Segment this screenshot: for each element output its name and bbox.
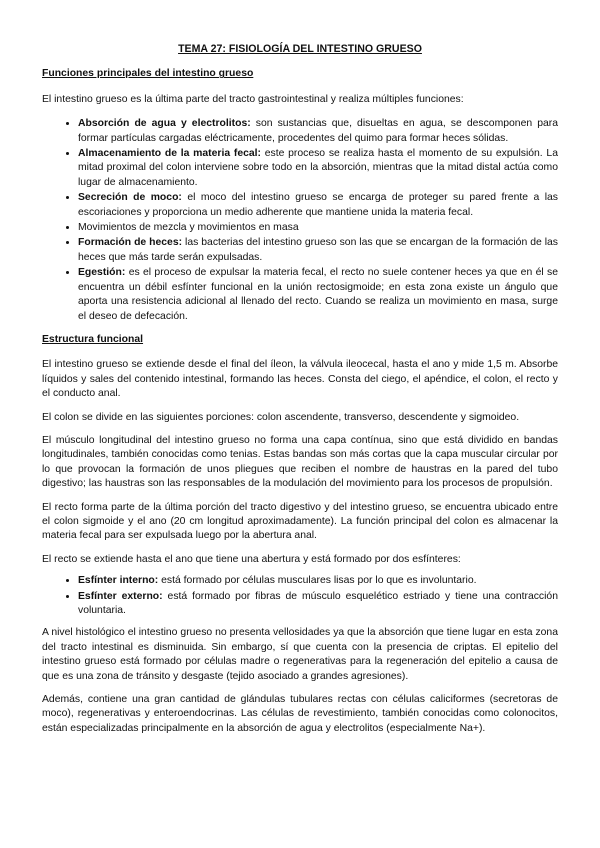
item-text: son sustancias que, disueltas en agua, se descomponen para formar partículas cargadas eléctricamente, procedentes del quimo para formar heces sólidas. [78,118,558,144]
paragraph: Además, contiene una gran cantidad de glándulas tubulares rectas con células caliciformes (secretoras de moco), regenerativas y enteroendocrinas. Las células de revestimiento, también conocidas como colonocitos, están especializadas principalmente en la absorción de agua y electrolitos (especialmente Na+). [42,694,558,734]
paragraph: A nivel histológico el intestino grueso no presenta vellosidades ya que la absorción que tiene lugar en esta zona del tracto intestinal es disminuida. Sin embargo, sí que cuenta con la presencia de criptas. El epitelio del intestino grueso está formado por células madre o regenerativas para la regeneración del epitelio a causa de que es una zona de tránsito y desgaste (tejido asociado a grandes agresiones). [42,627,558,682]
sphincters-list [42,573,558,618]
item-term: Secreción de moco: [78,192,182,204]
page-title: TEMA 27: FISIOLOGÍA DEL INTESTINO GRUESO [178,43,422,55]
paragraph: El colon se divide en las siguientes porciones: colon ascendente, transverso, descendente y sigmoideo. [42,411,520,423]
list-item [78,190,558,220]
section-heading-structure: Estructura funcional [42,333,144,345]
item-text: Movimientos de mezcla y movimientos en masa [78,222,299,234]
functions-intro: El intestino grueso es la última parte del tracto gastrointestinal y realiza múltiples funciones: [42,93,464,105]
list-item [78,235,558,265]
item-text: es el proceso de expulsar la materia fecal, el recto no suele contener heces ya que en él se encuentra un débil esfínter funcional en la unión rectosigmoide; en esta zona existe un ángulo que aporta una resistencia adicional al llenado del recto. Cuando se realiza un movimiento en masa, surge el deseo de defecación. [78,267,558,322]
item-text: este proceso se realiza hasta el momento de su expulsión. La mitad proximal del colon interviene sobre todo en la absorción, mientras que la mitad distal actúa como lugar de almacenamiento. [78,148,558,188]
item-term: Formación de heces: [78,237,183,249]
item-term: Egestión: [78,267,126,279]
list-item [78,573,558,588]
paragraph: El músculo longitudinal del intestino grueso no forma una capa contínua, sino que está dividido en bandas longitudinales, también conocidas como tenias. Estas bandas son más cortas que la capa muscular circular por lo que provocan la formación de unos pliegues que reciben el nombre de haustras en la pared del tubo digestivo; las haustras son las responsables de la modulación del movimiento para los procesos de propulsión. [42,434,558,490]
list-item [78,589,558,619]
paragraph: El intestino grueso se extiende desde el final del íleon, la válvula ileocecal, hasta el ano y mide 1,5 m. Absorbe líquidos y sales del contenido intestinal, formando las heces. Consta del ciego, el apéndice, el colon, el recto y el conducto anal. [42,359,558,400]
list-item [78,220,558,235]
document-page [42,42,558,745]
item-term: Absorción de agua y electrolitos: [78,118,251,130]
item-text: el moco del intestino grueso se encarga de proteger su pared frente a las escoriaciones y proporciona un medio adherente que mantiene unida la materia fecal. [78,192,558,218]
functions-list [42,116,558,324]
paragraph: El recto forma parte de la última porción del tracto digestivo y del intestino grueso, se encuentra ubicado entre el colon sigmoide y el ano (20 cm longitud aproximadamente). La función principal del colon es almacenar la materia fecal para ser expulsada luego por la abertura anal. [42,501,558,542]
list-item [78,146,558,190]
item-text: las bacterias del intestino grueso son las que se encargan de la formación de las heces que más tarde serán expulsadas. [78,237,558,263]
section-heading-functions: Funciones principales del intestino grueso [42,68,254,80]
list-item [78,116,558,146]
paragraph: El recto se extiende hasta el ano que tiene una abertura y está formado por dos esfínteres: [42,553,461,565]
item-text: está formado por células musculares lisas por lo que es involuntario. [158,575,477,587]
item-term: Almacenamiento de la materia fecal: [78,148,261,160]
item-term: Esfínter externo: [78,590,163,602]
list-item [78,265,558,324]
item-text: está formado por fibras de músculo esquelético estriado y tiene una contracción voluntaria. [78,590,558,616]
item-term: Esfínter interno: [78,575,159,587]
